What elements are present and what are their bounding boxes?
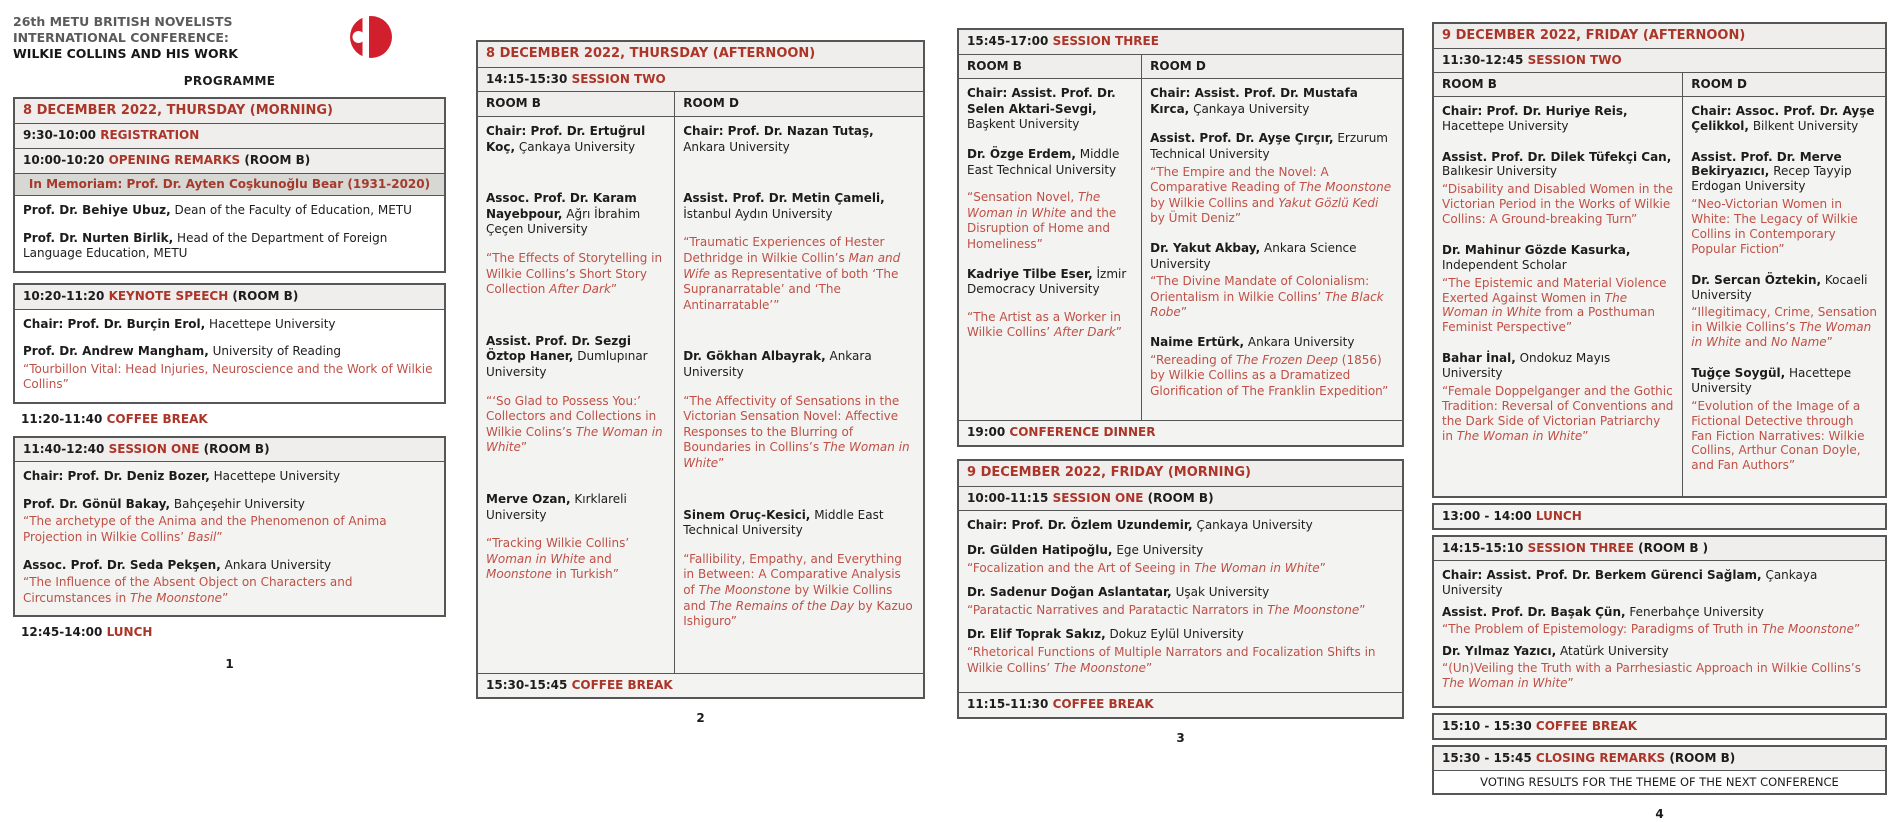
programme-page-3 — [957, 28, 1404, 746]
talk-entry — [23, 344, 436, 393]
room-header-row — [478, 92, 923, 117]
speaker-name: Dr. Sercan Öztekin, — [1691, 272, 1822, 287]
speaker-name: Assist. Prof. Dr. Sezgi Öztop Haner, — [486, 333, 631, 364]
date-header-friday-morning: 9 DECEMBER 2022, FRIDAY (MORNING) — [959, 461, 1402, 487]
speaker-affiliation: Hacettepe University — [1691, 366, 1852, 395]
chair-entry — [967, 86, 1133, 133]
conference-dinner-row — [959, 421, 1402, 445]
conference-title-line1: 26th METU BRITISH NOVELISTS — [13, 14, 233, 29]
talk-entry — [1691, 366, 1877, 473]
event-label: COFFEE BREAK — [106, 412, 208, 427]
section-session-one — [13, 436, 446, 618]
keynote-header-row — [15, 285, 444, 310]
session-one-cell — [15, 462, 444, 615]
section-thursday-afternoon — [476, 40, 925, 699]
speaker-affiliation: Dumlupınar University — [486, 349, 648, 380]
event-label: REGISTRATION — [100, 128, 200, 143]
session-two-header-row — [1434, 49, 1885, 73]
conference-title — [13, 14, 238, 62]
page-number: 4 — [1655, 807, 1664, 822]
programme-page-2 — [476, 40, 925, 727]
time-label: 14:15-15:10 — [1442, 541, 1524, 556]
talk-entry — [486, 492, 666, 583]
speaker-affiliation: Uşak University — [1175, 585, 1270, 600]
conference-header — [13, 14, 446, 62]
talk-entry — [1150, 241, 1394, 321]
section-session-three — [1432, 535, 1887, 708]
speaker-name: Sinem Oruç-Kesici, — [683, 507, 811, 522]
speaker-affiliation: Head of the Department of Foreign Language Education, METU — [23, 230, 388, 261]
talk-title: “The Problem of Epistemology: Paradigms of Truth in The Moonstone” — [1442, 621, 1861, 636]
speaker-affiliation: University of Reading — [212, 344, 342, 359]
date-header-friday-afternoon: 9 DECEMBER 2022, FRIDAY (AFTERNOON) — [1434, 24, 1885, 49]
speaker-affiliation: Erzurum Technical University — [1150, 131, 1388, 161]
time-label: 19:00 — [967, 425, 1006, 440]
speaker-name: Assist. Prof. Dr. Metin Çameli, — [683, 191, 885, 206]
session-one-header-row — [959, 487, 1402, 512]
event-label: LUNCH — [1535, 509, 1582, 524]
event-label: CLOSING REMARKS — [1535, 750, 1666, 765]
talk-title: “Evolution of the Image of a Fictional Detective through Fan Fiction Narratives: Wilkie Collins, Arthur Conan Doyle, and Fan Authors” — [1691, 398, 1865, 473]
chair-affiliation: Başkent University — [967, 117, 1080, 132]
event-label: SESSION ONE — [108, 441, 200, 456]
time-label: 15:45-17:00 — [967, 34, 1049, 48]
time-label: 12:45-14:00 — [21, 625, 103, 640]
time-label: 9:30-10:00 — [23, 128, 97, 143]
registration-row — [15, 124, 444, 149]
room-d-column — [1141, 79, 1402, 420]
speaker-affiliation: Kırklareli University — [486, 491, 627, 522]
speaker-name: Prof. Dr. Behiye Ubuz, — [23, 203, 171, 218]
chair-affiliation: Çankaya University — [518, 139, 636, 154]
event-label: SESSION TWO — [1527, 53, 1622, 68]
talk-title: “Tracking Wilkie Collins’ Woman in White and Moonstone in Turkish” — [486, 536, 630, 582]
talk-entry — [1442, 150, 1674, 227]
speaker-affiliation: İzmir Democracy University — [967, 266, 1127, 297]
chair-name: Chair: Assist. Prof. Dr. Selen Aktari-Sevgi, — [967, 86, 1116, 116]
chair-name: Chair: Prof. Dr. Nazan Tutaş, — [683, 124, 874, 139]
talk-entry — [1691, 150, 1877, 257]
speaker-name: Naime Ertürk, — [1150, 334, 1245, 349]
time-label: 10:00-11:15 — [967, 490, 1049, 505]
event-label: SESSION ONE — [1052, 490, 1144, 505]
room-b-header: ROOM B — [486, 96, 541, 111]
room-header-row — [959, 55, 1402, 80]
session-two-body — [1434, 97, 1885, 496]
talk-title: “The Effects of Storytelling in Wilkie Collins’s Short Story Collection After Dark” — [486, 251, 663, 297]
speaker-affiliation: Dokuz Eylül University — [1109, 627, 1244, 642]
speaker-affiliation: Ağrı İbrahim Çeçen University — [486, 206, 641, 237]
speaker-affiliation: Fenerbahçe University — [1629, 604, 1764, 619]
session-two-body — [478, 117, 923, 674]
programme-heading: PROGRAMME — [183, 74, 276, 88]
talk-entry — [967, 267, 1133, 341]
section-friday-afternoon — [1432, 22, 1887, 498]
speaker-name: Assoc. Prof. Dr. Seda Pekşen, — [23, 557, 221, 572]
chair-name: Chair: Assist. Prof. Dr. Mustafa Kırca, — [1150, 86, 1358, 116]
talk-entry — [967, 543, 1394, 576]
opening-speakers-cell — [15, 196, 444, 271]
room-d-header: ROOM D — [1682, 73, 1885, 96]
room-d-column — [1682, 97, 1885, 496]
speaker-name: Dr. Elif Toprak Sakız, — [967, 627, 1106, 642]
section-thursday-morning — [13, 97, 446, 273]
chair-entry — [1691, 104, 1877, 134]
talk-title: “Sensation Novel, The Woman in White and the Disruption of Home and Homeliness” — [967, 190, 1117, 251]
talk-title: “‘So Glad to Possess You:’ Collectors and Collections in Wilkie Colins’s The Woman in White” — [486, 393, 663, 455]
speaker-affiliation: Ankara University — [683, 349, 872, 380]
time-label: 11:40-12:40 — [23, 441, 105, 456]
speaker-name: Kadriye Tilbe Eser, — [967, 266, 1093, 281]
coffee-break-box — [1432, 713, 1887, 740]
time-label: 11:30-12:45 — [1442, 53, 1524, 68]
speaker-affiliation: Atatürk University — [1559, 644, 1669, 659]
chair-name: Chair: Prof. Dr. Burçin Erol, — [23, 316, 206, 331]
talk-title: “The Empire and the Novel: A Comparative Reading of The Moonstone by Wilkie Collins and Yakut Gözlü Kedi by Ümit Deniz” — [1150, 164, 1392, 226]
date-header-thursday-afternoon: 8 DECEMBER 2022, THURSDAY (AFTERNOON) — [478, 42, 923, 68]
event-label: COFFEE BREAK — [571, 677, 673, 692]
coffee-break-row — [1434, 715, 1885, 738]
chair-affiliation: Çankaya University — [1442, 567, 1818, 597]
session-three-cell — [1434, 561, 1885, 706]
talk-entry — [967, 585, 1394, 618]
chair-affiliation: Hacettepe University — [209, 316, 336, 331]
speaker-name: Dr. Mahinur Gözde Kasurka, — [1442, 242, 1631, 257]
speaker-affiliation: Middle East Technical University — [967, 146, 1120, 177]
room-label: (ROOM B) — [232, 289, 299, 304]
talk-entry — [683, 508, 915, 630]
room-d-header: ROOM D — [1141, 55, 1402, 79]
speaker-affiliation: Ankara University — [224, 557, 332, 572]
chair-name: Chair: Assist. Prof. Dr. Berkem Gürenci Sağlam, — [1442, 567, 1762, 582]
metu-logo-icon — [348, 14, 394, 60]
conference-title-line2: INTERNATIONAL CONFERENCE: — [13, 30, 229, 45]
room-b-column — [959, 79, 1141, 420]
page-number: 1 — [225, 656, 234, 671]
speaker-name: Dr. Yakut Akbay, — [1150, 240, 1261, 255]
section-keynote — [13, 283, 446, 404]
speaker-affiliation: Recep Tayyip Erdogan University — [1691, 164, 1852, 194]
time-label: 15:10 - 15:30 — [1442, 719, 1532, 734]
chair-entry — [23, 469, 436, 485]
section-session-three — [957, 28, 1404, 447]
event-label: COFFEE BREAK — [1052, 697, 1154, 712]
event-label: CONFERENCE DINNER — [1009, 425, 1156, 440]
speaker-name: Prof. Dr. Nurten Birlik, — [23, 230, 174, 245]
room-d-header: ROOM D — [674, 92, 923, 116]
lunch-row-box — [1432, 503, 1887, 530]
speaker-name: Assist. Prof. Dr. Ayşe Çırçır, — [1150, 131, 1334, 146]
room-b-column — [478, 117, 674, 673]
speaker-name: Dr. Özge Erdem, — [967, 146, 1076, 161]
room-header-row — [1434, 73, 1885, 97]
talk-entry — [1442, 351, 1674, 443]
chair-affiliation: Çankaya University — [1193, 101, 1310, 116]
opening-remarks-row — [15, 149, 444, 174]
speaker-affiliation: Bahçeşehir University — [173, 496, 305, 511]
chair-affiliation: Hacettepe University — [213, 469, 341, 484]
chair-name: Chair: Prof. Dr. Deniz Bozer, — [23, 469, 210, 484]
speaker-name: Dr. Gülden Hatipoğlu, — [967, 542, 1113, 557]
coffee-break-row — [13, 408, 446, 432]
session-two-header-row — [478, 68, 923, 93]
chair-name: Chair: Prof. Dr. Özlem Uzundemir, — [967, 518, 1193, 533]
talk-entry — [1691, 273, 1877, 350]
talk-entry — [486, 334, 666, 456]
speaker-name: Assist. Prof. Dr. Dilek Tüfekçi Can, — [1442, 149, 1672, 164]
talk-title: “Rereading of The Frozen Deep (1856) by Wilkie Collins as a Dramatized Glorification of The Franklin Expedition” — [1150, 352, 1389, 398]
speaker-entry — [23, 203, 436, 219]
speaker-affiliation: İstanbul Aydın University — [683, 206, 833, 221]
chair-entry — [23, 317, 436, 333]
page-number: 3 — [1176, 730, 1185, 745]
talk-entry — [967, 147, 1133, 253]
speaker-affiliation: Independent Scholar — [1442, 257, 1567, 272]
chair-entry — [683, 124, 915, 155]
chair-name: Chair: Prof. Dr. Huriye Reis, — [1442, 103, 1628, 118]
speaker-name: Tuğçe Soygül, — [1691, 366, 1786, 381]
speaker-name: Assist. Prof. Dr. Merve Bekiryazıcı, — [1691, 149, 1842, 179]
friday-session-one-cell — [959, 511, 1402, 693]
talk-entry — [23, 497, 436, 546]
session-one-header-row — [15, 438, 444, 463]
talk-entry — [1442, 605, 1877, 637]
keynote-cell — [15, 310, 444, 402]
chair-entry — [1442, 568, 1877, 598]
speaker-affiliation: Ondokuz Mayıs University — [1442, 351, 1611, 381]
date-header-thursday-morning: 8 DECEMBER 2022, THURSDAY (MORNING) — [15, 99, 444, 125]
room-label: (ROOM B ) — [1638, 541, 1709, 556]
speaker-name: Assist. Prof. Dr. Başak Çün, — [1442, 604, 1626, 619]
programme-page-1 — [13, 14, 446, 673]
speaker-name: Merve Ozan, — [486, 491, 571, 506]
chair-entry — [1150, 86, 1394, 117]
speaker-affiliation: Ankara Science University — [1150, 240, 1357, 271]
room-b-header: ROOM B — [967, 58, 1022, 73]
talk-entry — [1442, 243, 1674, 335]
talk-title: “The Affectivity of Sensations in the Victorian Sensation Novel: Affective Responses to the Blurring of Boundaries in Collins’s The Woman in White” — [683, 393, 910, 470]
chair-affiliation: Çankaya University — [1196, 518, 1313, 533]
talk-entry — [23, 558, 436, 607]
event-label: LUNCH — [106, 625, 153, 640]
talk-title: “Neo-Victorian Women in White: The Legacy of Wilkie Collins in Contemporary Popular Fiction” — [1691, 197, 1858, 256]
event-label: OPENING REMARKS — [108, 153, 241, 168]
speaker-affiliation: Ege University — [1116, 542, 1204, 557]
chair-entry — [967, 518, 1394, 534]
time-label: 14:15-15:30 — [486, 71, 568, 86]
time-label: 10:00-10:20 — [23, 153, 105, 168]
talk-title: “Female Doppelganger and the Gothic Tradition: Reversal of Conventions and the Dark Side of Victorian Patriarchy in The Woman in White” — [1442, 383, 1674, 443]
event-label: KEYNOTE SPEECH — [108, 289, 229, 304]
time-label: 15:30-15:45 — [486, 677, 568, 692]
event-label: SESSION TWO — [571, 71, 666, 86]
room-label: (ROOM B) — [1147, 490, 1214, 505]
talk-title: “Tourbillon Vital: Head Injuries, Neuroscience and the Work of Wilkie Collins” — [23, 361, 433, 392]
talk-entry — [486, 191, 666, 298]
conference-title-line3: WILKIE COLLINS AND HIS WORK — [13, 46, 238, 61]
talk-title: “Paratactic Narratives and Paratactic Narrators in The Moonstone” — [967, 602, 1366, 617]
chair-affiliation: Bilkent University — [1752, 118, 1859, 133]
coffee-break-row — [478, 674, 923, 698]
time-label: 11:20-11:40 — [21, 412, 103, 427]
talk-title: “The Divine Mandate of Colonialism: Orientalism in Wilkie Collins’ The Black Robe” — [1150, 274, 1384, 320]
speaker-name: Prof. Dr. Gönül Bakay, — [23, 496, 171, 511]
talk-entry — [1150, 131, 1394, 227]
talk-entry — [1150, 335, 1394, 399]
chair-name: Chair: Assoc. Prof. Dr. Ayşe Çelikkol, — [1691, 103, 1875, 133]
speaker-name: Dr. Sadenur Doğan Aslantatar, — [967, 585, 1172, 600]
chair-affiliation: Hacettepe University — [1442, 118, 1569, 133]
talk-entry — [683, 191, 915, 313]
closing-remarks-header-row — [1434, 747, 1885, 771]
room-label: (ROOM B) — [203, 441, 270, 456]
speaker-affiliation: Dean of the Faculty of Education, METU — [174, 203, 412, 218]
talk-title: “Rhetorical Functions of Multiple Narrators and Focalization Shifts in Wilkie Collins’ The Moonstone” — [967, 644, 1376, 675]
speaker-name: Prof. Dr. Andrew Mangham, — [23, 344, 209, 359]
voting-results-note: VOTING RESULTS FOR THE THEME OF THE NEXT CONFERENCE — [1434, 771, 1885, 793]
talk-title: “The Artist as a Worker in Wilkie Collins’ After Dark” — [967, 309, 1122, 340]
speaker-affiliation: Kocaeli University — [1691, 272, 1868, 302]
coffee-break-row — [959, 693, 1402, 717]
speaker-name: Assoc. Prof. Dr. Karam Nayebpour, — [486, 191, 637, 221]
room-b-header: ROOM B — [1442, 76, 1497, 91]
session-three-header-row — [1434, 537, 1885, 561]
speaker-affiliation: Balıkesir University — [1442, 164, 1558, 179]
room-d-column — [674, 117, 923, 673]
chair-entry — [486, 124, 666, 155]
section-friday-morning — [957, 459, 1404, 719]
talk-entry — [683, 349, 915, 471]
talk-title: “Illegitimacy, Crime, Sensation in Wilkie Collins’s The Woman in White and No Name” — [1691, 305, 1877, 350]
speaker-name: Bahar İnal, — [1442, 351, 1516, 366]
session-three-body — [959, 79, 1402, 421]
event-label: COFFEE BREAK — [1535, 719, 1638, 734]
session-three-header-row — [959, 30, 1402, 55]
programme-page-4 — [1432, 22, 1887, 822]
time-label: 10:20-11:20 — [23, 289, 105, 304]
chair-affiliation: Ankara University — [683, 139, 790, 154]
time-label: 11:15-11:30 — [967, 697, 1049, 712]
time-label: 13:00 - 14:00 — [1442, 509, 1532, 524]
page-number: 2 — [696, 711, 705, 726]
talk-title: “The archetype of the Anima and the Phenomenon of Anima Projection in Wilkie Collins’ Basil” — [23, 514, 387, 544]
speaker-entry — [23, 231, 436, 262]
talk-title: “(Un)Veiling the Truth with a Parrhesiastic Approach in Wilkie Collins’s The Woman in White” — [1442, 661, 1861, 691]
talk-entry — [967, 627, 1394, 676]
event-label: SESSION THREE — [1052, 34, 1159, 48]
in-memoriam-row: In Memoriam: Prof. Dr. Ayten Coşkunoğlu Bear (1931-2020) — [15, 174, 444, 197]
chair-entry — [1442, 104, 1674, 134]
lunch-row — [1434, 505, 1885, 528]
speaker-name: Dr. Yılmaz Yazıcı, — [1442, 644, 1557, 659]
speaker-name: Dr. Gökhan Albayrak, — [683, 349, 826, 364]
room-label: (ROOM B) — [244, 153, 311, 168]
lunch-row — [13, 621, 446, 645]
event-label: SESSION THREE — [1527, 541, 1634, 556]
talk-title: “Focalization and the Art of Seeing in The Woman in White” — [967, 560, 1326, 575]
chair-name: Chair: Prof. Dr. Ertuğrul Koç, — [486, 124, 646, 154]
room-label: (ROOM B) — [1669, 750, 1736, 765]
talk-title: “The Influence of the Absent Object on Characters and Circumstances in The Moonstone” — [23, 575, 353, 605]
speaker-affiliation: Ankara University — [1247, 334, 1355, 349]
time-label: 15:30 - 15:45 — [1442, 750, 1532, 765]
speaker-affiliation: Middle East Technical University — [683, 507, 884, 538]
room-b-column — [1434, 97, 1682, 496]
talk-title: “Fallibility, Empathy, and Everything in Between: A Comparative Analysis of The Moonstone by Wilkie Collins and The Remains of the Day by Kazuo Ishiguro” — [683, 551, 913, 629]
talk-title: “Disability and Disabled Women in the Victorian Period in the Works of Wilkie Collins: A Ground-breaking Turn” — [1442, 182, 1674, 227]
talk-title: “The Epistemic and Material Violence Exerted Against Women in The Woman in White from a Posthuman Feminist Perspective” — [1442, 275, 1667, 335]
talk-title: “Traumatic Experiences of Hester Dethridge in Wilkie Collin’s Man and Wife as Representative of both ‘The Supranarratable’ and ‘The Antinarratable’” — [683, 235, 901, 312]
section-closing-remarks — [1432, 745, 1887, 795]
